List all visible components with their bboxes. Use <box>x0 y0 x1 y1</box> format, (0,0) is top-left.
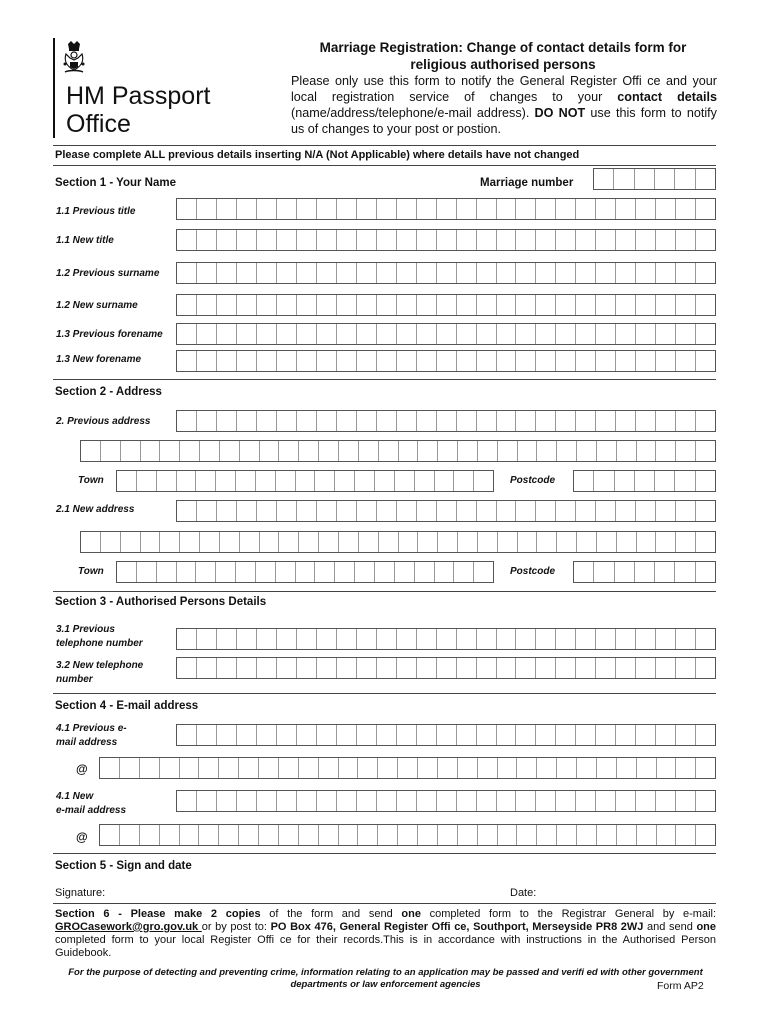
field-label: 4.1 Previous e- mail address <box>56 723 127 748</box>
divider <box>53 591 716 592</box>
new-town-input[interactable] <box>116 561 494 583</box>
divider <box>53 165 716 166</box>
field-label: 3.1 Previous telephone number <box>56 624 143 649</box>
previous-email-domain-input[interactable] <box>99 757 716 779</box>
new-forename-input[interactable] <box>176 350 716 372</box>
marriage-number-label: Marriage number <box>480 177 574 189</box>
field-label: 2. Previous address <box>56 416 151 427</box>
at-symbol: @ <box>76 762 88 776</box>
form-code: Form AP2 <box>657 980 704 992</box>
previous-telephone-input[interactable] <box>176 628 716 650</box>
new-email-input[interactable] <box>176 790 716 812</box>
marriage-number-input[interactable] <box>593 168 716 190</box>
intro-text: Please only use this form to notify the General Register Offi ce and your local registration service of changes to your contact details (name/address/telephone/e-mail address). DO NOT use this form to notify us of changes to your post or postion. <box>291 74 717 136</box>
signature-label: Signature: <box>55 887 106 899</box>
field-label: 1.1 Previous title <box>56 206 136 217</box>
date-label: Date: <box>510 887 537 899</box>
instruction-text: Please complete ALL previous details inserting N/A (Not Applicable) where details have not changed <box>55 149 580 161</box>
town-label: Town <box>78 566 104 577</box>
new-address-line1-input[interactable] <box>176 500 716 522</box>
previous-email-input[interactable] <box>176 724 716 746</box>
previous-title-input[interactable] <box>176 198 716 220</box>
new-telephone-input[interactable] <box>176 657 716 679</box>
new-surname-input[interactable] <box>176 294 716 316</box>
section6-text: Section 6 - Please make 2 copies of the form and send one completed form to the Registrar General by e-mail: GROCasework@gro.gov.uk or by post to: PO Box 476, General Register Offi ce, Southport, Merseyside PR8 2WJ and send one completed form to your local Register Offi ce for their records.This is in accordance with instructions in the Authorised Person Guidebook. <box>55 908 717 959</box>
section1-heading: Section 1 - Your Name <box>55 177 176 189</box>
previous-town-input[interactable] <box>116 470 494 492</box>
postcode-label: Postcode <box>510 475 556 486</box>
previous-postcode-input[interactable] <box>573 470 716 492</box>
previous-address-line1-input[interactable] <box>176 410 716 432</box>
at-symbol: @ <box>76 830 88 844</box>
divider <box>53 379 716 380</box>
field-label: 1.1 New title <box>56 235 114 246</box>
field-label: 1.3 Previous forename <box>56 329 163 340</box>
email-link[interactable]: GROCasework@gro.gov.uk <box>55 921 202 933</box>
section2-heading: Section 2 - Address <box>55 386 162 398</box>
divider <box>53 853 716 854</box>
field-label: 1.2 Previous surname <box>56 268 160 279</box>
section5-heading: Section 5 - Sign and date <box>55 860 192 872</box>
footer-notice: For the purpose of detecting and preventing crime, information relating to an application may be passed and verifi ed with other government departments or law enforcement agencies <box>68 967 703 990</box>
previous-forename-input[interactable] <box>176 323 716 345</box>
new-address-line2-input[interactable] <box>80 531 716 553</box>
divider <box>53 903 716 904</box>
town-label: Town <box>78 475 104 486</box>
previous-surname-input[interactable] <box>176 262 716 284</box>
form-title: Marriage Registration: Change of contact details form for religious authorised persons <box>319 40 687 72</box>
field-label: 2.1 New address <box>56 504 135 515</box>
divider <box>53 145 716 146</box>
postcode-label: Postcode <box>510 566 556 577</box>
new-title-input[interactable] <box>176 229 716 251</box>
previous-address-line2-input[interactable] <box>80 440 716 462</box>
logo-divider <box>53 38 55 138</box>
section3-heading: Section 3 - Authorised Persons Details <box>55 596 267 608</box>
brand-name: HM Passport Office <box>66 82 211 138</box>
new-email-domain-input[interactable] <box>99 824 716 846</box>
field-label: 1.2 New surname <box>56 300 138 311</box>
field-label: 1.3 New forename <box>56 354 142 365</box>
divider <box>53 693 716 694</box>
field-label: 3.2 New telephone number <box>56 660 144 685</box>
field-label: 4.1 New e-mail address <box>56 791 127 816</box>
royal-crest-icon <box>62 40 86 76</box>
section4-heading: Section 4 - E-mail address <box>55 700 199 712</box>
new-postcode-input[interactable] <box>573 561 716 583</box>
